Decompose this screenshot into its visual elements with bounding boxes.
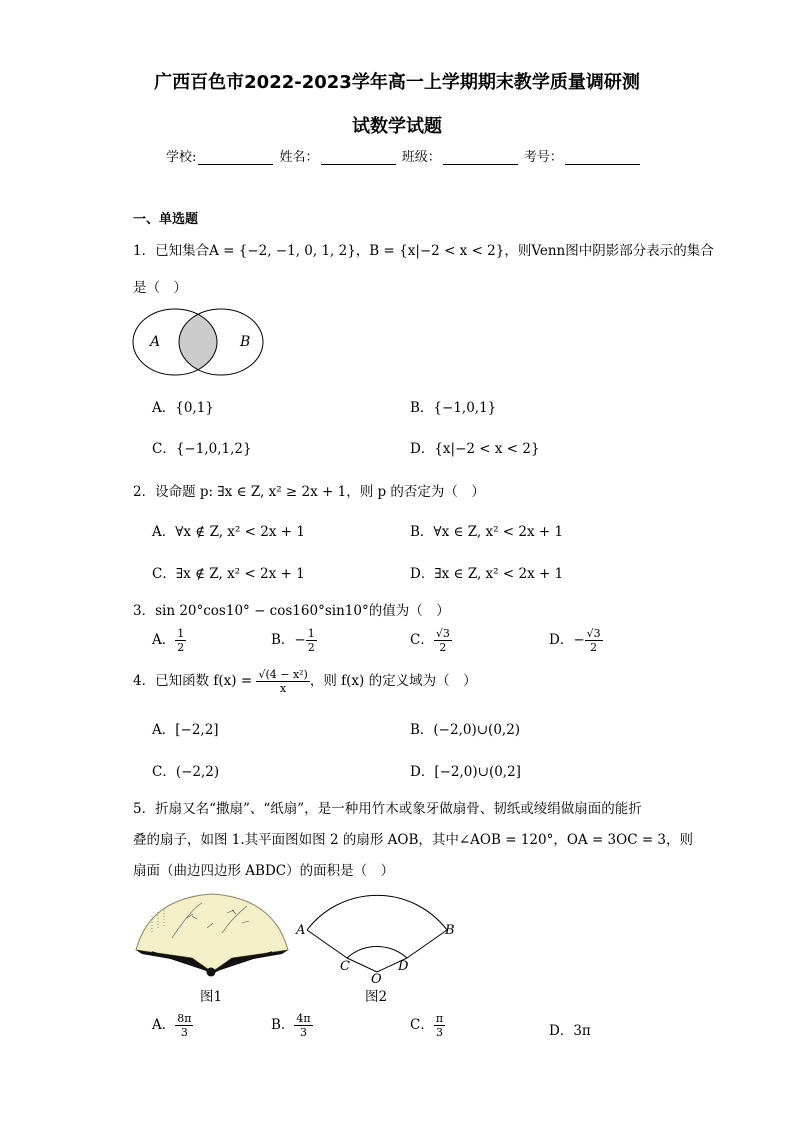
venn-diagram [130,306,272,378]
function-fraction: $\frac{\text{√(4 − x²)}}{x}$ [258,668,308,695]
point-label-d: D [398,959,409,974]
venn-label-b: B [240,334,251,350]
q5-stem-line3: 扇面（曲边四边形 ABDC）的面积是（ ） [133,863,395,879]
q3-option-d: D．− $\frac{√3}{2}$ [549,627,601,654]
id-label: 考号： [523,150,563,165]
fig2-caption: 图2 [365,989,388,1005]
fraction: $\frac{8\pi}{3}$ [177,1012,192,1039]
class-label: 班级： [401,150,441,165]
q2-stem: 2．设命题 p: ∃x ∈ Z, x² ≥ 2x + 1，则 p 的否定为（ ） [133,484,485,500]
q1-stem: 1．已知集合A = {−2, −1, 0, 1, 2}，B = {x|−2 < x < 2}，则Venn图中阴影部分表示的集合 [133,243,714,259]
fig1-caption: 图1 [200,989,223,1005]
q5-option-b: B． $\frac{4\pi}{3}$ [271,1012,311,1039]
fan-paper [136,894,288,972]
q5-stem-line2: 叠的扇子，如图 1.其平面图如图 2 的扇形 AOB，其中∠AOB = 120°，OA = 3OC = 3，则 [133,832,694,848]
school-label: 学校: [166,150,197,165]
id-blank [565,150,640,165]
q1-option-d: D．{x|−2 < x < 2} [410,441,540,457]
q1-option-b: B．{−1,0,1} [410,400,497,416]
q1-option-a: A．{0,1} [152,400,214,416]
fraction: $\frac{√3}{2}$ [435,627,450,654]
name-blank [321,150,396,165]
fraction: $\frac{\pi}{3}$ [435,1012,444,1039]
venn-label-a: A [150,334,161,350]
point-label-c: C [340,959,350,974]
q3-option-a: A． $\frac{1}{2}$ [152,627,185,654]
page-title-line2: 试数学试题 [352,116,442,137]
section-heading: 一、单选题 [133,212,199,227]
q2-option-a: A．∀x ∉ Z, x² < 2x + 1 [152,524,305,540]
q1-stem-cont: 是（ ） [133,280,187,296]
outer-arc-ab [307,895,447,930]
q3-option-b: B．− $\frac{1}{2}$ [271,627,315,654]
q2-option-c: C．∃x ∉ Z, x² < 2x + 1 [152,566,305,582]
segment-bd [407,930,447,958]
q4-option-d: D．[−2,0)∪(0,2] [410,764,521,780]
fraction: $\frac{1}{2}$ [307,627,315,654]
point-label-o: O [371,972,382,984]
q5-option-d: D．3π [549,1023,591,1039]
class-blank [443,150,518,165]
q3-option-c: C． $\frac{√3}{2}$ [410,627,450,654]
q4-option-c: C．(−2,2) [152,764,220,780]
fraction: $\frac{1}{2}$ [177,627,185,654]
name-label: 姓名： [279,150,319,165]
school-blank [198,150,273,165]
fan-pivot [207,968,216,977]
inner-arc-cd [347,947,407,958]
q2-option-b: B．∀x ∈ Z, x² < 2x + 1 [410,524,564,540]
point-label-a: A [296,923,306,938]
folding-fan-photo [132,888,292,980]
q1-option-c: C．{−1,0,1,2} [152,441,252,457]
sector-diagram [292,884,462,984]
q3-stem: 3．sin 20°cos10° − cos160°sin10°的值为（ ） [133,603,450,619]
q5-stem-line1: 5．折扇又名“撒扇”、“纸扇”，是一种用竹木或象牙做扇骨、韧纸或绫绢做扇面的能折 [133,801,642,817]
q4-option-b: B．(−2,0)∪(0,2) [410,722,521,738]
fraction: $\frac{4\pi}{3}$ [296,1012,311,1039]
q4-option-a: A．[−2,2] [152,722,219,738]
segment-co [347,958,377,972]
q4-stem: 4．已知函数 f(x) = $\frac{\text{√(4 − x²)}}{x}$ ，则 f(x) 的定义域为（ ） [133,668,477,695]
student-info-line [166,146,642,165]
q2-option-d: D．∃x ∈ Z, x² < 2x + 1 [410,566,564,582]
q5-option-c: C． $\frac{\pi}{3}$ [410,1012,444,1039]
point-label-b: B [445,923,455,938]
q5-option-a: A． $\frac{8\pi}{3}$ [152,1012,192,1039]
segment-ac [307,930,347,958]
fraction: $\frac{√3}{2}$ [586,627,601,654]
page-title-line1: 广西百色市2022-2023学年高一上学期期末教学质量调研测 [154,72,640,93]
